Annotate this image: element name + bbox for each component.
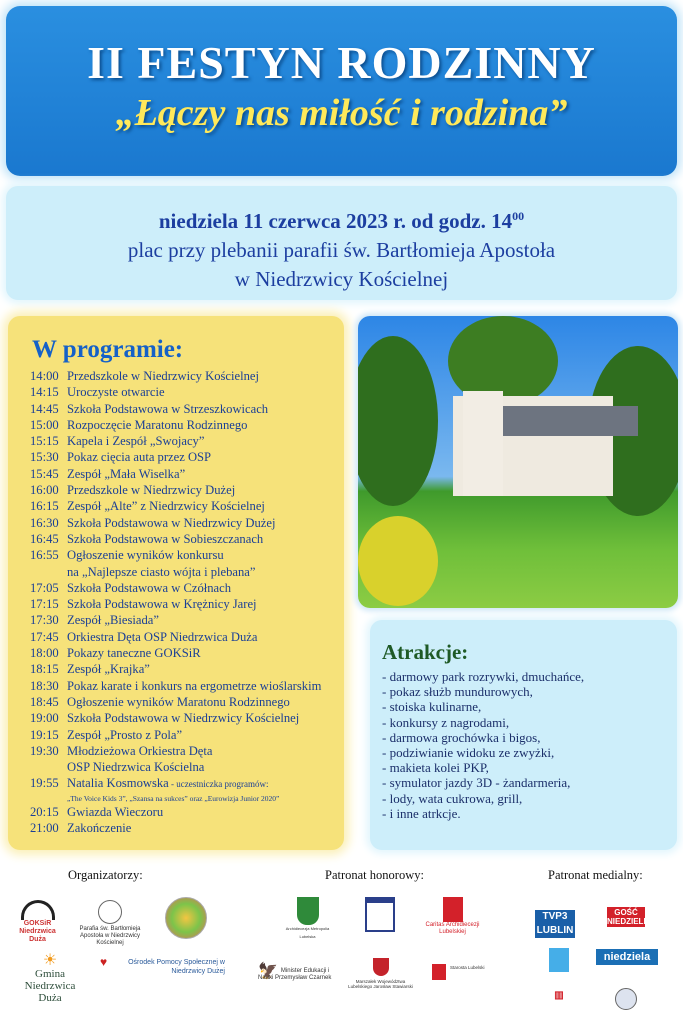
program-item <box>30 401 344 417</box>
program-time: 17:15 <box>30 597 59 612</box>
program-item <box>30 596 344 612</box>
program-item <box>30 368 344 384</box>
event-date <box>6 202 677 236</box>
program-title: Szkoła Podstawowa w Strzeszkowicach <box>67 401 269 416</box>
program-item <box>30 580 344 596</box>
program-text <box>67 710 299 726</box>
program-title: Ogłoszenie wyników Maratonu Rodzinnego <box>67 694 290 709</box>
program-text <box>67 498 265 514</box>
gmina-logo: ☀ Gmina Niedrzwica Duża <box>24 952 76 1004</box>
program-panel <box>8 316 344 850</box>
program-item <box>30 678 344 694</box>
program-text <box>67 775 269 792</box>
heart-logo <box>165 897 207 939</box>
program-title: Pokaz karate i konkurs na ergometrze wioślarskim <box>67 678 322 693</box>
tvp3-logo-text: TVP3 LUBLIN <box>536 911 574 936</box>
program-time: 18:30 <box>30 678 59 693</box>
program-title: Zespół „Alte” z Niedrzwicy Kościelnej <box>67 499 265 514</box>
ops-logo-text: Ośrodek Pomocy Społecznej w Niedrzwicy Dużej <box>128 959 225 975</box>
program-note: „The Voice Kids 3”, „Szansa na sukces” oraz „Eurowizja Junior 2020” <box>67 793 280 803</box>
program-text <box>67 612 159 628</box>
program-time: 14:00 <box>30 369 59 383</box>
program-title: Szkoła Podstawowa w Sobieszczanach <box>67 531 264 546</box>
program-text <box>67 417 247 433</box>
program-text <box>67 820 131 836</box>
program-title: Pokaz cięcia auta przez OSP <box>67 450 212 465</box>
program-time: 16:45 <box>30 531 59 546</box>
program-item <box>30 612 344 628</box>
program-item-continuation <box>30 564 344 580</box>
parish-logo <box>75 900 145 947</box>
event-place: plac przy plebanii parafii św. Bartłomieja Apostoła <box>127 238 556 262</box>
program-text <box>67 629 257 645</box>
attractions-heading: Atrakcje: <box>382 640 469 664</box>
minister-logo: 🦅 Minister Edukacji i Nauki Przemysław Czarnek <box>258 963 332 981</box>
parish-logo-text: Parafia św. Bartłomieja Apostoła w Niedrzwicy Kościelnej <box>79 926 141 946</box>
program-time: 19:00 <box>30 711 59 726</box>
starosta-logo <box>432 964 512 980</box>
attraction-item: - darmowy park rozrywki, dmuchańce, <box>382 669 585 684</box>
program-title: Uroczyste otwarcie <box>67 385 165 400</box>
program-item <box>30 727 344 743</box>
program-title: Ogłoszenie wyników konkursu <box>67 548 224 563</box>
event-info <box>6 186 677 300</box>
program-item <box>30 449 344 465</box>
attraction-item: - darmowa grochówka i bigos, <box>382 729 541 745</box>
event-time-minutes: 00 <box>512 209 525 223</box>
program-time: 16:00 <box>30 483 59 498</box>
program-text <box>67 384 165 400</box>
attraction-item: - konkursy z nagrodami, <box>382 714 510 730</box>
program-title: Pokazy taneczne GOKSiR <box>67 646 201 661</box>
attraction-item: - i inne atrkcje. <box>382 805 461 821</box>
program-item <box>30 482 344 498</box>
program-time: 16:30 <box>30 515 59 530</box>
program-time: 17:45 <box>30 629 59 644</box>
program-item <box>30 515 344 531</box>
program-time: 16:55 <box>30 548 59 563</box>
program-title: Gwiazda Wieczoru <box>67 804 164 819</box>
radio-logo <box>549 948 569 972</box>
attraction-item: - stoiska kulinarne, <box>382 699 482 715</box>
attraction-item: - makieta kolei PKP, <box>382 760 489 776</box>
marshal-logo <box>348 958 413 989</box>
program-text <box>67 580 231 596</box>
festival-title: II FESTYN RODZINNY <box>87 37 596 88</box>
program-item <box>30 498 344 514</box>
program-title: Przedszkole w Niedrzwicy Kościelnej <box>67 369 259 383</box>
program-list <box>30 368 344 836</box>
program-title: Zakończenie <box>67 821 132 836</box>
program-title: Szkoła Podstawowa w Niedrzwicy Kościelnej <box>67 711 300 726</box>
event-date-text: niedziela 11 czerwca 2023 r. od godz. 14 <box>158 209 513 233</box>
program-text <box>67 678 321 694</box>
tvp-trwam-logo: ▥ <box>554 990 564 1001</box>
program-item <box>30 384 344 400</box>
program-item-continuation <box>30 759 344 775</box>
program-text: OSP Niedrzwica Kościelna <box>67 760 205 775</box>
program-text <box>67 531 263 547</box>
program-title: Zespół „Mała Wiselka” <box>67 466 186 481</box>
program-time: 16:15 <box>30 499 59 514</box>
program-time: 15:15 <box>30 434 59 449</box>
program-item <box>30 820 344 836</box>
radio-seal-logo <box>615 988 637 1010</box>
program-title: Zespół „Prosto z Pola” <box>67 727 183 742</box>
program-text: na „Najlepsze ciasto wójta i plebana” <box>67 564 256 579</box>
program-text <box>67 661 150 677</box>
program-title: Zespół „Krajka” <box>67 662 150 677</box>
church-photo <box>358 316 678 608</box>
program-title: Kapela i Zespół „Swojacy” <box>67 434 205 449</box>
attractions-panel <box>370 620 677 850</box>
program-item <box>30 775 344 792</box>
honorary-label: Patronat honorowy: <box>325 868 424 882</box>
media-label: Patronat medialny: <box>548 868 643 882</box>
program-text <box>67 596 257 612</box>
program-time: 14:15 <box>30 385 59 400</box>
program-time: 17:05 <box>30 580 59 595</box>
caritas-logo-text: Caritas Archidiecezji Lubelskiej <box>425 922 480 935</box>
program-time: 19:15 <box>30 727 59 742</box>
program-title: Rozpoczęcie Maratonu Rodzinnego <box>67 417 248 432</box>
program-time: 15:45 <box>30 466 59 481</box>
gmina-logo-text: Gmina Niedrzwica Duża <box>24 968 76 1004</box>
program-item <box>30 417 344 433</box>
festival-subtitle: „Łączy nas miłość i rodzina” <box>115 92 568 134</box>
niedziela-logo: niedziela <box>596 949 658 965</box>
program-time: 15:30 <box>30 450 59 465</box>
event-town: w Niedrzwicy Kościelnej <box>234 267 449 291</box>
attraction-item: - symulator jazdy 3D - żandarmeria, <box>382 775 571 791</box>
organizers-label: Organizatorzy: <box>68 868 143 882</box>
archdiocese-logo-text: Archidiecezja Metropolia Lubelska <box>285 926 330 939</box>
program-heading: W programie: <box>32 336 184 363</box>
program-item <box>30 466 344 482</box>
program-time: 18:00 <box>30 646 59 661</box>
program-text <box>67 645 201 661</box>
program-text <box>67 515 275 531</box>
attraction-item: - lody, wata cukrowa, grill, <box>382 790 523 806</box>
goksir-logo-text: GOKSiR Niedrzwica Duża <box>19 920 56 943</box>
program-text <box>67 727 182 743</box>
program-title: Młodzieżowa Orkiestra Dęta <box>67 743 213 758</box>
program-title: Szkoła Podstawowa w Krężnicy Jarej <box>67 597 257 612</box>
program-title: Szkoła Podstawowa w Niedrzwicy Dużej <box>67 515 276 530</box>
gosc-logo: GOŚĆ NIEDZIELNY <box>607 908 655 926</box>
caritas-logo <box>425 897 480 936</box>
program-text <box>67 547 224 563</box>
attraction-item: - pokaz służb mundurowych, <box>382 684 533 700</box>
tvp3-logo <box>535 910 575 938</box>
program-item <box>30 531 344 547</box>
program-time: 21:00 <box>30 821 59 836</box>
attraction-item: - podziwianie widoku ze zwyżki, <box>382 745 555 761</box>
program-text <box>67 466 185 482</box>
program-item <box>30 694 344 710</box>
basilica-logo <box>365 897 395 932</box>
program-item-continuation <box>30 793 344 804</box>
program-text <box>67 401 268 417</box>
program-time: 14:45 <box>30 401 59 416</box>
program-time: 19:30 <box>30 743 59 758</box>
program-text <box>67 433 204 449</box>
program-title: Przedszkole w Niedrzwicy Dużej <box>67 483 236 498</box>
goksir-logo <box>15 900 60 944</box>
program-text <box>67 743 212 759</box>
archdiocese-logo <box>280 897 335 941</box>
program-item <box>30 547 344 563</box>
program-title: Zespół „Biesiada” <box>67 613 159 628</box>
program-text <box>67 804 163 820</box>
program-item <box>30 804 344 820</box>
attractions-list <box>382 669 677 821</box>
marshal-logo-text: Marszałek Województwa Lubelskiego Jarosław Stawiarski <box>348 979 413 989</box>
program-time: 20:15 <box>30 804 59 819</box>
program-title: Szkoła Podstawowa w Czółnach <box>67 580 232 595</box>
program-item <box>30 743 344 759</box>
program-time: 17:30 <box>30 613 59 628</box>
minister-logo-text: Minister Edukacji i Nauki Przemysław Czarnek <box>258 968 332 981</box>
program-text <box>67 694 290 710</box>
program-item <box>30 645 344 661</box>
program-text <box>67 368 259 384</box>
program-time: 19:55 <box>30 776 59 791</box>
title-banner <box>6 6 677 176</box>
program-time: 18:15 <box>30 662 59 677</box>
program-item <box>30 629 344 645</box>
ops-logo: ♥ Ośrodek Pomocy Społecznej w Niedrzwicy Dużej <box>100 955 225 975</box>
program-item <box>30 661 344 677</box>
program-text <box>67 449 211 465</box>
program-note: - uczestniczka programów: <box>168 779 269 790</box>
program-time: 18:45 <box>30 694 59 709</box>
starosta-logo-text: Starosta Lubelski <box>450 965 485 970</box>
program-title: Natalia Kosmowska <box>67 776 169 791</box>
program-text <box>67 482 235 498</box>
program-item <box>30 433 344 449</box>
program-title: Orkiestra Dęta OSP Niedrzwica Duża <box>67 629 258 644</box>
program-time: 15:00 <box>30 417 59 432</box>
program-item <box>30 710 344 726</box>
